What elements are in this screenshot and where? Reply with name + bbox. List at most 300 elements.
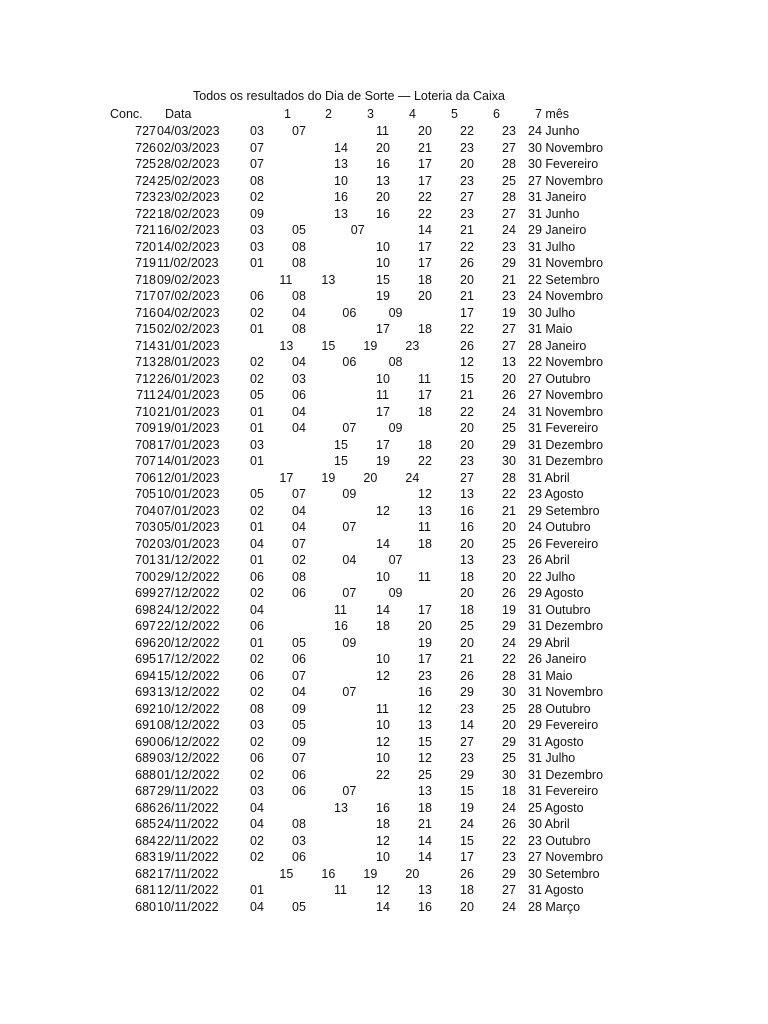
drawn-number: 18	[418, 322, 432, 336]
header-conc: Conc.	[110, 107, 143, 121]
drawn-number: 07	[250, 140, 264, 155]
drawn-number: 13	[376, 173, 390, 188]
lucky-month: 24 Novembro	[528, 289, 604, 303]
drawn-number: 02	[250, 503, 264, 518]
lucky-month: 22 Julho	[528, 569, 576, 584]
drawn-number: 30	[502, 454, 516, 468]
drawn-number: 27	[460, 734, 474, 749]
drawn-number: 07	[350, 223, 365, 237]
table-row	[0, 173, 768, 190]
drawn-number: 20	[502, 569, 516, 584]
drawn-number: 12	[418, 701, 432, 716]
lucky-month: 29 Abril	[528, 635, 570, 650]
table-row	[0, 437, 768, 454]
draw-date: 26/11/2022	[157, 800, 219, 815]
header-col-4: 4	[409, 107, 416, 121]
drawn-number: 18	[418, 800, 432, 815]
drawn-number: 06	[250, 668, 264, 683]
drawn-number: 25	[502, 421, 516, 435]
draw-date: 29/11/2022	[157, 784, 219, 798]
drawn-number: 11	[376, 124, 389, 138]
drawn-number: 23	[418, 668, 432, 683]
drawn-number: 08	[292, 569, 306, 584]
concurso-number: 717	[135, 289, 156, 303]
drawn-number: 10	[376, 256, 390, 270]
drawn-number: 11	[376, 701, 389, 716]
drawn-number: 16	[376, 800, 390, 815]
drawn-number: 15	[460, 371, 474, 386]
drawn-number: 01	[250, 520, 264, 534]
drawn-number: 29	[502, 619, 516, 633]
concurso-number: 681	[135, 883, 156, 897]
drawn-number: 27	[460, 190, 474, 204]
drawn-number: 20	[502, 520, 516, 534]
drawn-number: 24	[502, 800, 516, 815]
drawn-number: 05	[292, 899, 306, 914]
drawn-number: 27	[502, 206, 516, 221]
table-row	[0, 602, 768, 619]
drawn-number: 06	[292, 767, 306, 782]
drawn-number: 22	[418, 206, 432, 221]
draw-date: 16/02/2023	[157, 223, 220, 237]
lucky-month: 31 Novembro	[528, 404, 604, 419]
concurso-number: 713	[135, 355, 156, 369]
table-row	[0, 140, 768, 157]
drawn-number: 16	[334, 190, 348, 204]
concurso-number: 716	[135, 305, 156, 320]
drawn-number: 21	[460, 652, 474, 666]
draw-date: 12/11/2022	[157, 883, 219, 897]
draw-date: 05/01/2023	[157, 520, 220, 534]
draw-date: 03/12/2022	[157, 751, 220, 765]
draw-date: 28/01/2023	[157, 355, 220, 369]
drawn-number: 16	[334, 619, 348, 633]
lucky-month: 30 Novembro	[528, 140, 604, 155]
table-row	[0, 189, 768, 206]
lucky-month: 31 Dezembro	[528, 454, 604, 468]
drawn-number: 16	[376, 206, 390, 221]
drawn-number: 22	[502, 652, 516, 666]
drawn-number: 15	[279, 866, 294, 881]
drawn-number: 19	[363, 866, 378, 881]
lucky-month: 31 Maio	[528, 668, 573, 683]
concurso-number: 711	[136, 388, 156, 402]
drawn-number: 03	[250, 223, 264, 237]
draw-date: 25/02/2023	[157, 173, 220, 188]
drawn-number: 11	[334, 602, 347, 617]
drawn-number: 06	[250, 751, 264, 765]
drawn-number: 06	[250, 289, 264, 303]
table-row	[0, 882, 768, 899]
drawn-number: 29	[502, 437, 516, 452]
drawn-number: 22	[460, 239, 474, 254]
lucky-month: 31 Dezembro	[528, 619, 604, 633]
lucky-month: 31 Fevereiro	[528, 784, 599, 798]
lucky-month: 31 Dezembro	[528, 767, 604, 782]
draw-date: 09/02/2023	[157, 272, 220, 287]
drawn-number: 16	[321, 866, 336, 881]
lucky-month: 25 Agosto	[528, 800, 584, 815]
drawn-number: 12	[376, 833, 390, 848]
drawn-number: 23	[502, 553, 516, 567]
drawn-number: 17	[418, 173, 432, 188]
drawn-number: 20	[376, 190, 390, 204]
table-row	[0, 354, 768, 371]
drawn-number: 17	[418, 239, 432, 254]
drawn-number: 20	[460, 421, 474, 435]
drawn-number: 17	[376, 322, 390, 336]
drawn-number: 18	[418, 404, 432, 419]
draw-date: 19/11/2022	[157, 850, 219, 864]
drawn-number: 20	[460, 437, 474, 452]
table-row	[0, 420, 768, 437]
draw-date: 03/01/2023	[157, 536, 220, 551]
drawn-number: 21	[460, 289, 474, 303]
lucky-month: 24 Junho	[528, 124, 580, 138]
drawn-number: 08	[292, 322, 306, 336]
table-row	[0, 569, 768, 586]
drawn-number: 07	[388, 553, 403, 567]
drawn-number: 19	[502, 602, 516, 617]
drawn-number: 15	[321, 338, 336, 353]
table-row	[0, 123, 768, 140]
concurso-number: 723	[135, 190, 156, 204]
draw-date: 12/01/2023	[157, 470, 220, 485]
table-row	[0, 519, 768, 536]
drawn-number: 25	[418, 767, 432, 782]
concurso-number: 715	[135, 322, 156, 336]
drawn-number: 19	[460, 800, 474, 815]
drawn-number: 01	[250, 421, 264, 435]
drawn-number: 04	[292, 305, 306, 320]
concurso-number: 700	[135, 569, 156, 584]
draw-date: 22/12/2022	[157, 619, 220, 633]
drawn-number: 19	[363, 338, 378, 353]
drawn-number: 17	[376, 404, 390, 419]
draw-date: 18/02/2023	[157, 206, 220, 221]
draw-date: 22/11/2022	[157, 833, 219, 848]
drawn-number: 20	[405, 866, 420, 881]
drawn-number: 26	[502, 586, 516, 600]
drawn-number: 28	[502, 668, 516, 683]
drawn-number: 23	[502, 239, 516, 254]
drawn-number: 20	[460, 635, 474, 650]
drawn-number: 02	[250, 850, 264, 864]
drawn-number: 13	[418, 718, 432, 732]
concurso-number: 727	[135, 124, 156, 138]
drawn-number: 13	[334, 800, 348, 815]
lucky-month: 31 Julho	[528, 751, 576, 765]
drawn-number: 12	[376, 883, 390, 897]
drawn-number: 18	[418, 437, 432, 452]
drawn-number: 01	[250, 454, 264, 468]
drawn-number: 02	[292, 553, 306, 567]
drawn-number: 26	[460, 668, 474, 683]
drawn-number: 08	[292, 817, 306, 831]
lucky-month: 31 Abril	[528, 470, 570, 485]
drawn-number: 10	[376, 569, 390, 584]
concurso-number: 692	[135, 701, 156, 716]
drawn-number: 09	[388, 305, 403, 320]
drawn-number: 01	[250, 322, 264, 336]
draw-date: 14/01/2023	[157, 454, 220, 468]
table-row	[0, 536, 768, 553]
drawn-number: 20	[418, 124, 432, 138]
drawn-number: 11	[279, 272, 293, 287]
drawn-number: 29	[460, 685, 474, 699]
drawn-number: 16	[460, 520, 474, 534]
drawn-number: 13	[334, 206, 348, 221]
drawn-number: 06	[342, 355, 357, 369]
lucky-month: 31 Junho	[528, 206, 580, 221]
drawn-number: 17	[460, 850, 474, 864]
drawn-number: 07	[292, 668, 306, 683]
drawn-number: 20	[460, 272, 474, 287]
drawn-number: 30	[502, 685, 516, 699]
table-row	[0, 222, 768, 239]
drawn-number: 08	[292, 289, 306, 303]
drawn-number: 12	[418, 751, 432, 765]
lucky-month: 28 Outubro	[528, 701, 591, 716]
concurso-number: 680	[135, 899, 156, 914]
drawn-number: 08	[292, 256, 306, 270]
drawn-number: 20	[502, 718, 516, 732]
drawn-number: 05	[250, 487, 264, 501]
header-col-6: 6	[493, 107, 500, 121]
drawn-number: 05	[292, 718, 306, 732]
drawn-number: 06	[292, 652, 306, 666]
concurso-number: 706	[135, 470, 156, 485]
drawn-number: 27	[502, 338, 516, 353]
drawn-number: 22	[418, 454, 432, 468]
drawn-number: 14	[460, 718, 474, 732]
table-row	[0, 668, 768, 685]
drawn-number: 18	[418, 536, 432, 551]
drawn-number: 06	[250, 619, 264, 633]
concurso-number: 710	[135, 404, 156, 419]
drawn-number: 17	[460, 305, 474, 320]
draw-date: 17/01/2023	[157, 437, 220, 452]
draw-date: 08/12/2022	[157, 718, 220, 732]
drawn-number: 01	[250, 256, 264, 270]
drawn-number: 06	[342, 305, 357, 320]
drawn-number: 09	[250, 206, 264, 221]
drawn-number: 03	[250, 784, 264, 798]
drawn-number: 16	[418, 899, 432, 914]
drawn-number: 14	[376, 536, 390, 551]
drawn-number: 23	[502, 289, 516, 303]
drawn-number: 23	[405, 338, 420, 353]
concurso-number: 683	[135, 850, 156, 864]
drawn-number: 06	[292, 784, 306, 798]
drawn-number: 15	[334, 454, 348, 468]
drawn-number: 23	[460, 751, 474, 765]
drawn-number: 15	[418, 734, 432, 749]
drawn-number: 29	[502, 256, 516, 270]
drawn-number: 26	[502, 388, 516, 402]
lucky-month: 29 Janeiro	[528, 223, 587, 237]
lucky-month: 24 Outubro	[528, 520, 591, 534]
table-row	[0, 288, 768, 305]
table-row	[0, 585, 768, 602]
concurso-number: 695	[135, 652, 156, 666]
drawn-number: 05	[292, 223, 306, 237]
table-row	[0, 156, 768, 173]
drawn-number: 02	[250, 305, 264, 320]
draw-date: 06/12/2022	[157, 734, 220, 749]
drawn-number: 22	[376, 767, 390, 782]
drawn-number: 21	[502, 503, 516, 518]
drawn-number: 21	[460, 223, 474, 237]
concurso-number: 689	[135, 751, 156, 765]
drawn-number: 03	[292, 371, 306, 386]
draw-date: 04/03/2023	[157, 124, 220, 138]
lucky-month: 22 Setembro	[528, 272, 600, 287]
drawn-number: 15	[460, 833, 474, 848]
drawn-number: 17	[418, 388, 432, 402]
drawn-number: 16	[460, 503, 474, 518]
drawn-number: 20	[460, 157, 474, 171]
drawn-number: 20	[460, 536, 474, 551]
concurso-number: 703	[135, 520, 156, 534]
drawn-number: 28	[502, 190, 516, 204]
table-row	[0, 305, 768, 322]
draw-date: 20/12/2022	[157, 635, 220, 650]
drawn-number: 25	[502, 536, 516, 551]
drawn-number: 13	[460, 553, 474, 567]
draw-date: 31/01/2023	[157, 338, 220, 353]
lucky-month: 27 Outubro	[528, 371, 591, 386]
lucky-month: 28 Janeiro	[528, 338, 587, 353]
table-row	[0, 470, 768, 487]
drawn-number: 24	[502, 404, 516, 419]
draw-date: 28/02/2023	[157, 157, 220, 171]
concurso-number: 721	[135, 223, 156, 237]
table-row	[0, 800, 768, 817]
drawn-number: 25	[460, 619, 474, 633]
drawn-number: 19	[376, 289, 390, 303]
drawn-number: 26	[502, 817, 516, 831]
lucky-month: 26 Janeiro	[528, 652, 587, 666]
drawn-number: 09	[388, 586, 403, 600]
draw-date: 24/12/2022	[157, 602, 220, 617]
drawn-number: 07	[342, 586, 357, 600]
concurso-number: 682	[135, 866, 156, 881]
concurso-number: 719	[135, 256, 156, 270]
drawn-number: 20	[460, 586, 474, 600]
drawn-number: 02	[250, 190, 264, 204]
table-row	[0, 750, 768, 767]
header-col-3: 3	[367, 107, 374, 121]
drawn-number: 15	[376, 272, 390, 287]
drawn-number: 07	[342, 421, 357, 435]
lucky-month: 31 Outubro	[528, 602, 591, 617]
drawn-number: 04	[342, 553, 357, 567]
drawn-number: 07	[292, 536, 306, 551]
draw-date: 29/12/2022	[157, 569, 220, 584]
drawn-number: 18	[502, 784, 516, 798]
table-row	[0, 206, 768, 223]
drawn-number: 18	[418, 272, 432, 287]
draw-date: 31/12/2022	[157, 553, 220, 567]
drawn-number: 12	[376, 734, 390, 749]
drawn-number: 03	[250, 718, 264, 732]
lucky-month: 29 Setembro	[528, 503, 600, 518]
drawn-number: 10	[376, 850, 390, 864]
table-row	[0, 453, 768, 470]
drawn-number: 11	[418, 371, 431, 386]
drawn-number: 19	[376, 454, 390, 468]
drawn-number: 01	[250, 635, 264, 650]
table-row	[0, 816, 768, 833]
drawn-number: 27	[502, 322, 516, 336]
drawn-number: 23	[460, 206, 474, 221]
concurso-number: 685	[135, 817, 156, 831]
drawn-number: 13	[418, 883, 432, 897]
concurso-number: 718	[135, 272, 156, 287]
drawn-number: 26	[460, 866, 474, 881]
drawn-number: 14	[334, 140, 348, 155]
concurso-number: 699	[135, 586, 156, 600]
drawn-number: 02	[250, 833, 264, 848]
drawn-number: 23	[502, 850, 516, 864]
draw-date: 11/02/2023	[157, 256, 219, 270]
drawn-number: 12	[376, 668, 390, 683]
drawn-number: 01	[250, 883, 264, 897]
concurso-number: 704	[135, 503, 156, 518]
table-row	[0, 701, 768, 718]
lucky-month: 28 Março	[528, 899, 581, 914]
drawn-number: 19	[418, 635, 432, 650]
drawn-number: 05	[292, 635, 306, 650]
header-col-5: 5	[451, 107, 458, 121]
drawn-number: 02	[250, 586, 264, 600]
drawn-number: 24	[405, 470, 420, 485]
concurso-number: 697	[135, 619, 156, 633]
drawn-number: 21	[418, 817, 432, 831]
drawn-number: 12	[418, 487, 432, 501]
drawn-number: 04	[250, 602, 264, 617]
table-row	[0, 255, 768, 272]
drawn-number: 29	[502, 866, 516, 881]
drawn-number: 20	[460, 899, 474, 914]
drawn-number: 06	[250, 569, 264, 584]
draw-date: 23/02/2023	[157, 190, 220, 204]
drawn-number: 29	[502, 734, 516, 749]
lucky-month: 31 Dezembro	[528, 437, 604, 452]
table-row	[0, 833, 768, 850]
draw-date: 04/02/2023	[157, 305, 220, 320]
drawn-number: 02	[250, 767, 264, 782]
concurso-number: 712	[135, 371, 156, 386]
concurso-number: 714	[135, 338, 156, 353]
drawn-number: 11	[418, 569, 431, 584]
drawn-number: 27	[502, 140, 516, 155]
drawn-number: 19	[502, 305, 516, 320]
drawn-number: 20	[376, 140, 390, 155]
drawn-number: 12	[460, 355, 474, 369]
drawn-number: 24	[502, 899, 516, 914]
drawn-number: 13	[334, 157, 348, 171]
lucky-month: 31 Novembro	[528, 685, 604, 699]
lucky-month: 31 Maio	[528, 322, 573, 336]
drawn-number: 07	[250, 157, 264, 171]
drawn-number: 04	[250, 817, 264, 831]
concurso-number: 693	[135, 685, 156, 699]
drawn-number: 25	[502, 701, 516, 716]
drawn-number: 05	[250, 388, 264, 402]
concurso-number: 684	[135, 833, 156, 848]
